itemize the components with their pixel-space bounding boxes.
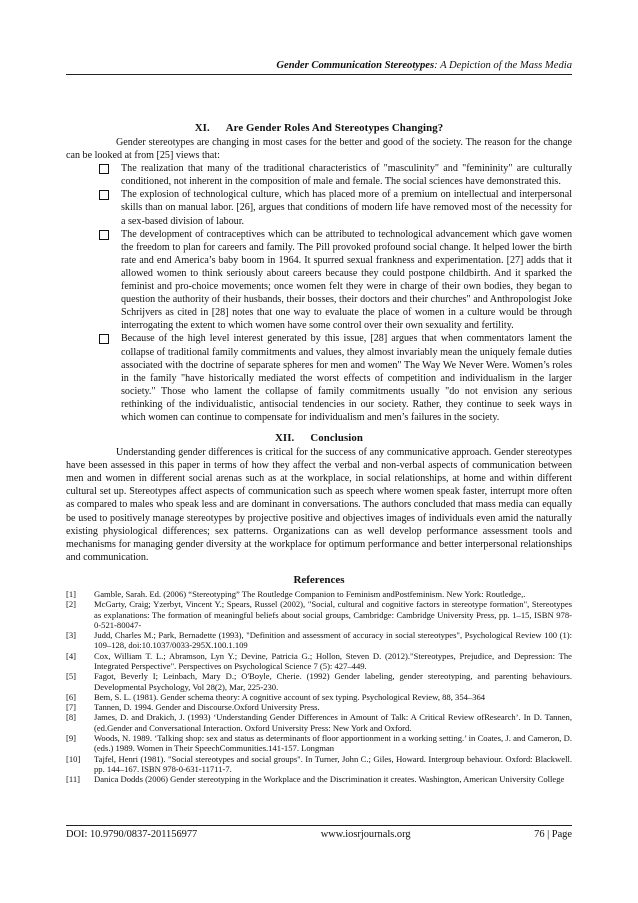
reference-number: [11] [66,774,80,785]
section-11-heading [66,122,572,134]
checkbox-bullet-icon [99,190,109,200]
reference-number: [8] [66,712,77,723]
bullet-text: Because of the high level interest generated by this issue, [28] argues that when commentators lament the collapse of traditional family commitments and values, they almost invariably mean the uniquely female duties associated with the doctrine of separate spheres for men and women" The Way We Never Were. Women’s roles in the family "have historically mediated the worst effects of competition and individualism in the larger society." Those who lament the collapse of family commitments usually "do not envision any serious rethinking of the individualistic, antisocial tendencies in our society. Rather, they continue to seek ways in which women can continue to compensate for individualism and men’s failures in the society. [121,333,572,423]
section-12-title: Conclusion [310,432,363,445]
reference-item [66,733,572,754]
reference-number: [9] [66,733,77,744]
reference-item [66,692,572,702]
reference-number: [10] [66,753,81,764]
reference-text: Fagot, Beverly I; Leinbach, Mary D.; O'Boyle, Cherie. (1992) Gender labeling, gender stereotyping, and parenting behaviours. Developmental Psychology, Vol 28(2), Mar, 225-230. [94,671,572,692]
reference-item [66,599,572,630]
checkbox-bullet-icon [99,334,109,344]
section-11-number: XI. [194,122,210,134]
section-11-bullets [66,162,572,424]
reference-text: Judd, Charles M.; Park, Bernadette (1993), "Definition and assessment of accuracy in social stereotypes", Psychological Review 100 (1): 109–128, doi:10.1037/0033-295X.100.1.109 [94,630,572,651]
reference-item [66,651,572,672]
section-12-number: XII. [275,432,295,445]
footer-doi: DOI: 10.9790/0837-201156977 [66,829,198,840]
bullet-text: The explosion of technological culture, which has placed more of a premium on intellectual and interpersonal skills than on manual labor. [26], argues that conditions of modern life have removed most of the necessity for a sex-based division of labour. [121,189,572,227]
conclusion-paragraph: Understanding gender differences is critical for the success of any communicative approach. Gender stereotypes have been assessed in this paper in terms of how they affect the verbal and non-verbal aspects of communication between men and women in different social arenas such as at the workplace, in social relationships, at home and within different cultural set up. Stereotypes affect aspects of communication such as speech where women speak faster, interrupt more often as compared to males who speak less and are dominant in conversations. The authors concluded that mass media can equally be used to positively manage stereotypes by projective positive and objectives images of individuals even amid the naturally existing physiological differences; sex patterns. Organizations can as well develop performance assessment tools and mechanisms for managing gender diversity at the workplace for optimum performance and better interpersonal relationships and communication. [66,447,572,563]
running-header [66,60,572,75]
section-12-heading [66,432,572,444]
reference-item [66,589,572,599]
page-footer [66,825,572,840]
reference-item [66,630,572,651]
footer-page-number: 76 | Page [534,829,572,840]
reference-text: Woods, N. 1989. ‘Talking shop: sex and status as determinants of floor apportionment in a working setting.’ in Coates, J. and Cameron, D. (eds.) 1989. Women in Their SpeechCommunities.141-157. Longman [94,733,572,754]
bullet-text: The realization that many of the traditional characteristics of "masculinity" and "femininity" are culturally conditioned, not inherent in the composition of male and female. The social sciences have demonstrated this. [121,163,572,188]
header-title-rest: : A Depiction of the Mass Media [434,60,572,71]
reference-number: [5] [66,671,77,682]
checkbox-bullet-icon [99,230,109,240]
references-heading: References [293,573,345,586]
reference-number: [4] [66,650,77,661]
reference-text: Cox, William T. L.; Abramson, Lyn Y.; Devine, Patricia G.; Hollon, Steven D. (2012)."Stereotypes, Prejudice, and Depression: The Integrated Perspective". Perspectives on Psychological Science 7 (5): 427–449. [94,650,572,671]
bullet-item [66,188,572,227]
bullet-item [66,162,572,188]
section-11-intro: Gender stereotypes are changing in most cases for the better and good of the society. The reason for the change can be looked at from [25] views that: [66,137,572,162]
reference-number: [1] [66,588,77,599]
reference-text: Bem, S. L. (1981). Gender schema theory: A cognitive account of sex typing. Psychological Review, 88, 354–364 [94,691,486,702]
reference-text: James, D. and Drakich, J. (1993) ‘Understanding Gender Differences in Amount of Talk: A Critical Review ofResearch’. In D. Tannen, (ed.Gender and Conversational Interaction. Oxford University Press: New York and Oxford. [94,712,572,733]
reference-number: [3] [66,630,77,641]
reference-item [66,671,572,692]
reference-text: McGarty, Craig; Yzerbyt, Vincent Y.; Spears, Russel (2002), "Social, cultural and cognitive factors in stereotype formation", Stereotypes as explanations: The formation of meaningful beliefs about social groups, Cambridge: Cambridge University Press, pp. 1–15, ISBN 978-0-521-80047- [94,599,572,630]
reference-number: [7] [66,702,77,713]
reference-text: Danica Dodds (2006) Gender stereotyping in the Workplace and the Discrimination it creates. Washington, American University College [94,774,565,785]
section-11-title: Are Gender Roles And Stereotypes Changing? [225,122,444,134]
reference-item [66,712,572,733]
reference-item [66,702,572,712]
page-content [66,122,572,785]
reference-item [66,754,572,775]
checkbox-bullet-icon [99,164,109,174]
reference-text: Tajfel, Henri (1981). "Social stereotypes and social groups". In Turner, John C.; Giles, Howard. Intergroup behaviour. Oxford: Blackwell. pp. 144–167. ISBN 978-0-631-11711-7. [94,753,572,774]
bullet-item [66,332,572,424]
bullet-item [66,228,572,333]
reference-number: [6] [66,691,77,702]
header-title-bold: Gender Communication Stereotypes [276,60,435,71]
reference-text: Tannen, D. 1994. Gender and Discourse.Oxford University Press. [94,702,320,713]
reference-list [66,589,572,785]
reference-text: Gamble, Sarah. Ed. (2006) “Stereotyping” The Routledge Companion to Feminism andPostfeminism. New York: Routledge,. [94,588,526,599]
reference-item [66,774,572,784]
footer-site: www.iosrjournals.org [320,829,411,840]
reference-number: [2] [66,599,77,610]
bullet-text: The development of contraceptives which can be attributed to technological advancement which gave women the freedom to plan for careers and family. The Pill provoked profound social change. It helped lower the birth rate and end America’s baby boom in 1964. It spurred sexual frankness and experimentation. [27] adds that it allowed women to think seriously about careers because they could postpone childbirth. And it sparked the feminist and pro-choice movements; once women felt they were in charge of their own bodies, they began to question the authority of their husbands, their bosses, their doctors and their churches" and Anthropologist Joke Schrijvers as cited in [28] notes that one way to evaluate the place of women in a culture would be through interrogating the extent to which women have some control over their own sexuality and fertility. [121,228,572,332]
